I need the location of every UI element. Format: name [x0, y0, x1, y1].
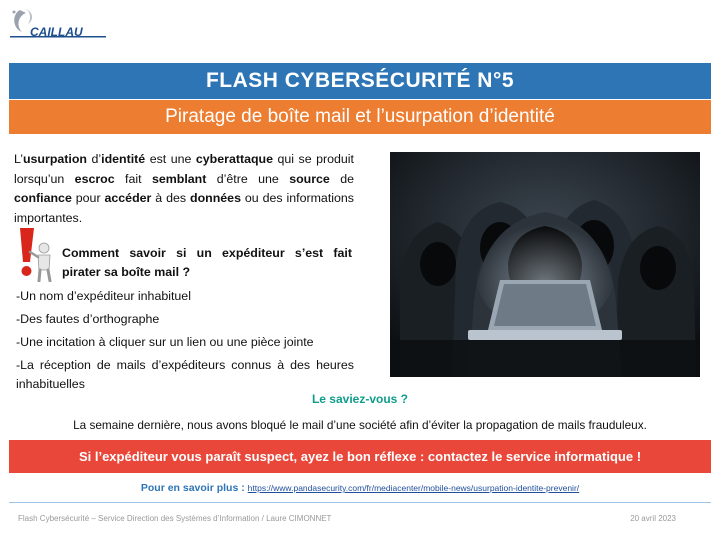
intro-paragraph: L’usurpation d’identité est une cyberattaque qui se produit lorsqu’un escroc fait semblant d’être une source de confiance pour accéder à des données ou des informations importantes.: [14, 152, 354, 225]
page-title: FLASH CYBERSÉCURITÉ N°5: [9, 63, 711, 99]
question-text: Comment savoir si un expéditeur s’est fait pirater sa boîte mail ?: [62, 246, 352, 279]
page-subtitle: Piratage de boîte mail et l’usurpation d’identité: [9, 100, 711, 134]
list-item: -Une incitation à cliquer sur un lien ou une pièce jointe: [16, 335, 314, 349]
company-logo: [8, 6, 108, 46]
list-item: -Un nom d’expéditeur inhabituel: [16, 289, 191, 303]
more-info-link[interactable]: https://www.pandasecurity.com/fr/mediacenter/mobile-news/usurpation-identite-prevenir/: [247, 483, 580, 493]
list-item: -Des fautes d’orthographe: [16, 312, 160, 326]
logo-text: CAILLAU: [30, 25, 83, 39]
footer-text: Flash Cybersécurité – Service Direction des Systèmes d’Information / Laure CIMONNET: [18, 514, 332, 523]
alert-banner: Si l’expéditeur vous paraît suspect, ayez le bon réflexe : contactez le service informatique !: [9, 440, 711, 473]
warning-signs-list: [16, 287, 354, 398]
more-info-label: Pour en savoir plus :: [140, 482, 248, 494]
exclamation-figure-icon: [14, 226, 58, 282]
footer-date: 20 avril 2023: [630, 514, 676, 523]
did-you-know-title: Le saviez-vous ?: [311, 392, 409, 406]
hooded-hackers-photo: [390, 152, 700, 377]
did-you-know-text: La semaine dernière, nous avons bloqué le mail d’une société afin d’éviter la propagation de mails frauduleux.: [73, 418, 647, 432]
list-item: -La réception de mails d’expéditeurs connus à des heures inhabituelles: [16, 358, 354, 391]
footer-divider: [9, 502, 711, 503]
more-info-line: [0, 482, 720, 494]
